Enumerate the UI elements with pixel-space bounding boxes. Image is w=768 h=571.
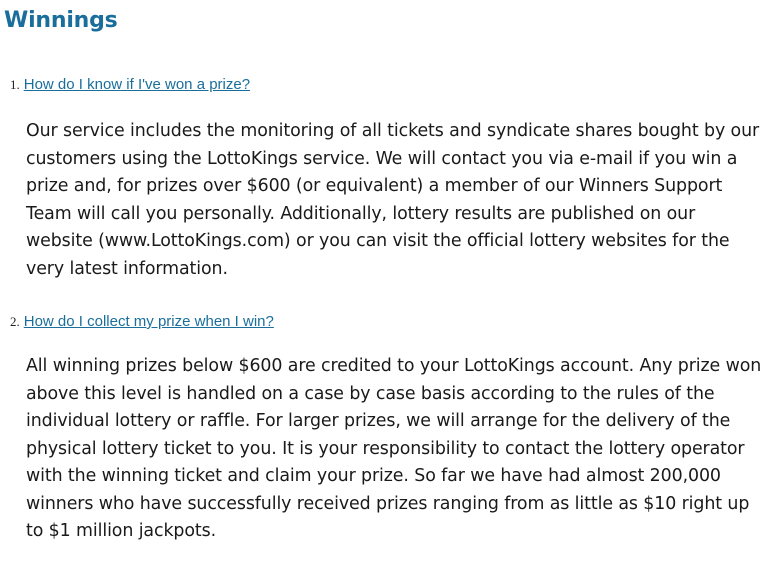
page-title: Winnings	[4, 8, 118, 33]
faq-number: 2.	[10, 314, 20, 329]
faq-answer: Our service includes the monitoring of all tickets and syndicate shares bought by our customers using the LottoKings service. We will contact you via e-mail if you win a prize and, for prizes over $600 (or equivalent) a member of our Winners Support Team will call you personally. Additionally, lottery results are published on our website (www.LottoKings.com) or you can visit the official lottery websites for the very latest information.	[26, 121, 760, 279]
faq-question	[10, 313, 274, 331]
faq-question	[10, 76, 250, 94]
faq-number: 1.	[10, 77, 20, 92]
faq-question-link[interactable]: How do I collect my prize when I win?	[23, 313, 274, 330]
faq-answer: All winning prizes below $600 are credited to your LottoKings account. Any prize won above this level is handled on a case by case basis according to the rules of the individual lottery or raffle. For larger prizes, we will arrange for the delivery of the physical lottery ticket to you. It is your responsibility to contact the lottery operator with the winning ticket and claim your prize. So far we have had almost 200,000 winners who have successfully received prizes ranging from as little as $10 right up to $1 million jackpots.	[26, 356, 762, 541]
faq-question-link[interactable]: How do I know if I've won a prize?	[23, 76, 251, 93]
